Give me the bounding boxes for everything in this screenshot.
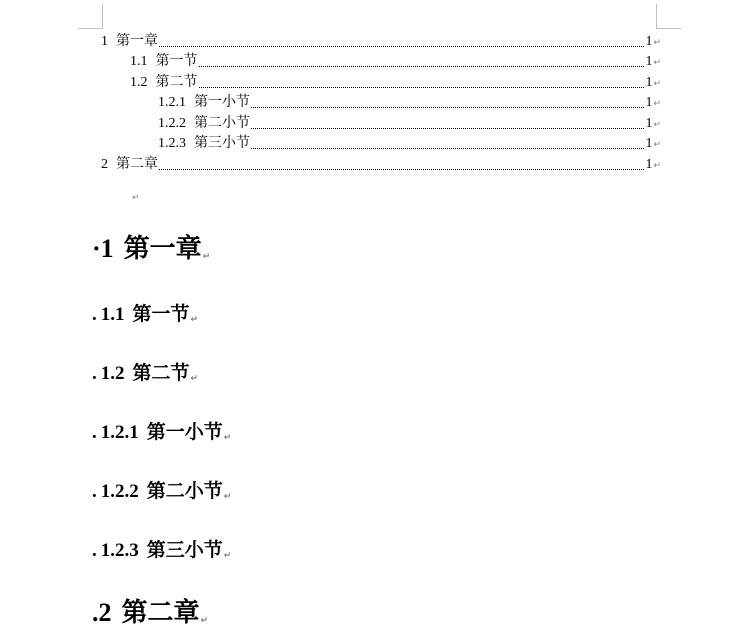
heading-number: 1.2.1	[100, 422, 139, 443]
heading-number: 2	[98, 598, 112, 627]
paragraph-mark-icon: ↵	[653, 38, 661, 48]
toc-dot-leader	[159, 45, 644, 47]
toc-entry-page: 1	[645, 116, 653, 131]
toc-entry-number: 1.2.3	[158, 136, 186, 151]
toc-entry-number: 1.2	[130, 75, 148, 90]
heading-bullet: .	[92, 598, 99, 627]
toc-entry-page: 1	[645, 136, 653, 151]
toc-entry-title: 第二章	[116, 157, 158, 172]
toc-entry-page: 1	[645, 95, 653, 110]
heading-1[interactable]	[92, 592, 208, 629]
heading-number: 1.2.3	[100, 540, 139, 561]
crop-mark-top-right	[656, 4, 681, 29]
toc-entry-number: 1	[101, 34, 108, 49]
heading-2[interactable]	[92, 358, 198, 385]
paragraph-mark-icon: ↵	[190, 315, 199, 325]
heading-title: 第一节	[132, 304, 190, 325]
paragraph-mark-icon: ↵	[653, 140, 661, 150]
paragraph-mark-icon: ↵	[223, 551, 232, 561]
heading-number: 1.2	[100, 363, 125, 384]
heading-3[interactable]	[92, 535, 231, 562]
toc-entry-title: 第三小节	[194, 136, 250, 151]
toc-entry[interactable]	[130, 71, 661, 91]
toc-entry-title: 第一章	[116, 34, 158, 49]
toc-dot-leader	[199, 65, 645, 67]
toc-dot-leader	[251, 147, 644, 149]
heading-number: 1	[100, 234, 114, 263]
toc-entry-title: 第二小节	[194, 116, 250, 131]
paragraph-mark-icon: ↵	[200, 616, 209, 626]
paragraph-mark-icon: ↵	[653, 58, 661, 68]
heading-number: 1.2.2	[100, 481, 139, 502]
heading-1[interactable]	[92, 228, 210, 265]
heading-title: 第一小节	[146, 422, 223, 443]
paragraph-mark-icon: ↵	[653, 120, 661, 130]
heading-number: 1.1	[100, 304, 125, 325]
toc-entry-page: 1	[645, 157, 653, 172]
crop-mark-top-left	[78, 4, 103, 29]
toc-entry[interactable]	[158, 132, 661, 152]
heading-bullet: .	[92, 304, 97, 325]
toc-entry[interactable]	[158, 112, 661, 132]
paragraph-mark-icon: ↵	[653, 161, 661, 171]
toc-dot-leader	[159, 168, 644, 170]
heading-bullet: .	[92, 481, 97, 502]
toc-entry-number: 2	[101, 157, 108, 172]
empty-paragraph[interactable]	[131, 186, 140, 204]
paragraph-mark-icon: ↵	[132, 193, 140, 203]
paragraph-mark-icon: ↵	[653, 79, 661, 89]
heading-title: 第二节	[132, 363, 190, 384]
toc-dot-leader	[251, 106, 644, 108]
heading-3[interactable]	[92, 476, 231, 503]
heading-title: 第一章	[123, 234, 202, 263]
paragraph-mark-icon: ↵	[223, 492, 232, 502]
heading-title: 第二小节	[146, 481, 223, 502]
toc-entry-page: 1	[645, 75, 653, 90]
toc-entry-page: 1	[645, 54, 653, 69]
heading-bullet: .	[92, 422, 97, 443]
heading-title: 第二章	[121, 598, 200, 627]
heading-2[interactable]	[92, 299, 198, 326]
paragraph-mark-icon: ↵	[190, 374, 199, 384]
toc-entry[interactable]	[101, 30, 661, 50]
toc-entry[interactable]	[158, 91, 661, 111]
toc-entry[interactable]	[101, 153, 661, 173]
paragraph-mark-icon: ↵	[223, 433, 232, 443]
heading-3[interactable]	[92, 417, 231, 444]
toc-entry-title: 第一小节	[194, 95, 250, 110]
heading-bullet: .	[92, 540, 97, 561]
paragraph-mark-icon: ↵	[202, 252, 211, 262]
toc-entry-number: 1.1	[130, 54, 148, 69]
paragraph-mark-icon: ↵	[653, 99, 661, 109]
heading-title: 第三小节	[146, 540, 223, 561]
heading-bullet: .	[92, 363, 97, 384]
toc-dot-leader	[199, 86, 645, 88]
toc-entry-number: 1.2.1	[158, 95, 186, 110]
toc-entry-page: 1	[645, 34, 653, 49]
heading-bullet: ·	[92, 234, 101, 263]
toc-dot-leader	[251, 127, 644, 129]
toc-entry[interactable]	[130, 50, 661, 70]
toc-entry-number: 1.2.2	[158, 116, 186, 131]
toc-entry-title: 第一节	[155, 54, 198, 69]
toc-entry-title: 第二节	[155, 75, 198, 90]
